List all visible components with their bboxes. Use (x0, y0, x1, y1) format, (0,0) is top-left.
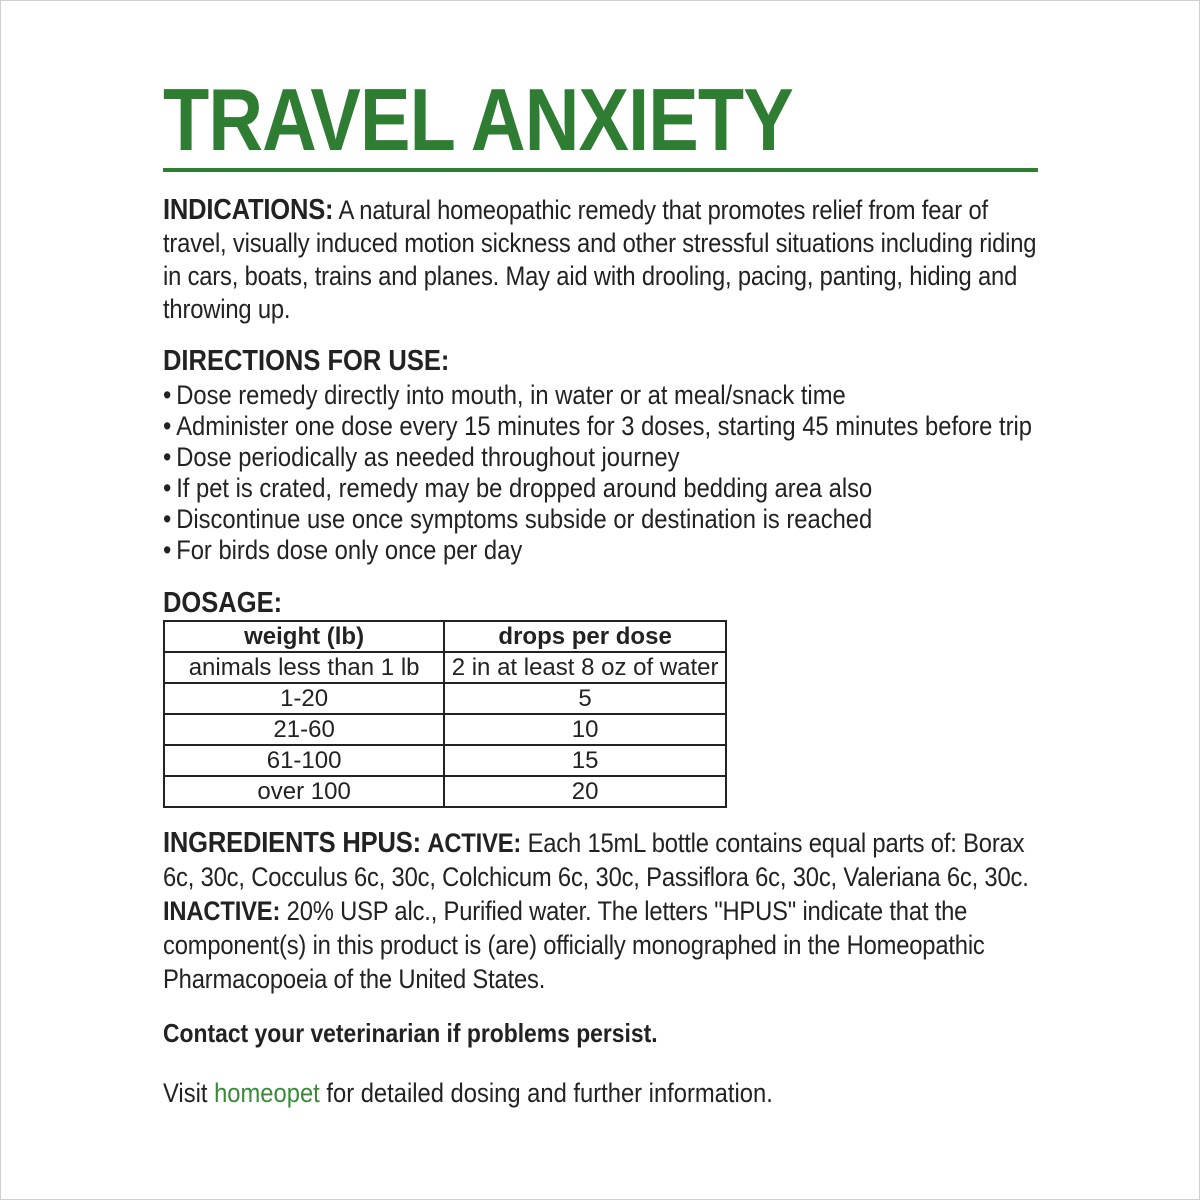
direction-item: • Administer one dose every 15 minutes for 3 doses, starting 45 minutes before trip (163, 411, 1038, 442)
active-text: Each 15mL bottle contains equal parts of: Borax 6c, 30c, Cocculus 6c, 30c, Colchicum 6c, 30c, Passiflora 6c, 30c, Valeriana 6c, 30c. (163, 828, 1029, 892)
table-row (164, 683, 726, 714)
weight-cell: animals less than 1 lb (164, 652, 444, 683)
direction-item: • For birds dose only once per day (163, 535, 1038, 566)
indications-section (163, 194, 1038, 326)
active-label: ACTIVE: (427, 828, 522, 858)
contact-note: Contact your veterinarian if problems persist. (163, 1018, 658, 1048)
direction-item: • If pet is crated, remedy may be dropped around bedding area also (163, 473, 1038, 504)
column-header-weight: weight (lb) (164, 621, 444, 652)
page-title: TRAVEL ANXIETY (163, 70, 793, 169)
visit-prefix: Visit (163, 1078, 208, 1108)
weight-cell: 61-100 (164, 745, 444, 776)
visit-note (163, 1076, 1038, 1110)
drops-cell: 5 (444, 683, 726, 714)
dosage-header-row (164, 621, 726, 652)
homeopet-link[interactable]: homeopet (214, 1078, 320, 1108)
table-row (164, 714, 726, 745)
drops-cell: 20 (444, 776, 726, 807)
column-header-drops: drops per dose (444, 621, 726, 652)
indications-label: INDICATIONS: (163, 194, 334, 226)
label-content (163, 70, 1038, 1110)
dosage-table (163, 620, 727, 808)
drops-cell: 10 (444, 714, 726, 745)
visit-suffix: for detailed dosing and further information. (326, 1078, 773, 1108)
weight-cell: 1-20 (164, 683, 444, 714)
directions-list (163, 380, 1038, 566)
weight-cell: 21-60 (164, 714, 444, 745)
drops-cell: 15 (444, 745, 726, 776)
drops-cell: 2 in at least 8 oz of water (444, 652, 726, 683)
ingredients-label: INGREDIENTS HPUS: (163, 827, 421, 859)
direction-item: • Dose remedy directly into mouth, in water or at meal/snack time (163, 380, 1038, 411)
table-row (164, 652, 726, 683)
directions-heading: DIRECTIONS FOR USE: (163, 345, 450, 377)
dosage-heading: DOSAGE: (163, 587, 283, 619)
table-row (164, 745, 726, 776)
table-row (164, 776, 726, 807)
inactive-label: INACTIVE: (163, 896, 281, 926)
direction-item: • Discontinue use once symptoms subside or destination is reached (163, 504, 1038, 535)
inactive-text: 20% USP alc., Purified water. The letters "HPUS" indicate that the component(s) in this product is (are) officially monographed in the Homeopathic Pharmacopoeia of the United States. (163, 896, 985, 994)
direction-item: • Dose periodically as needed throughout journey (163, 442, 1038, 473)
ingredients-section (163, 826, 1038, 996)
weight-cell: over 100 (164, 776, 444, 807)
indications-text: A natural homeopathic remedy that promotes relief from fear of travel, visually induced motion sickness and other stressful situations including riding in cars, boats, trains and planes. May aid with drooling, pacing, panting, hiding and throwing up. (163, 195, 1037, 324)
